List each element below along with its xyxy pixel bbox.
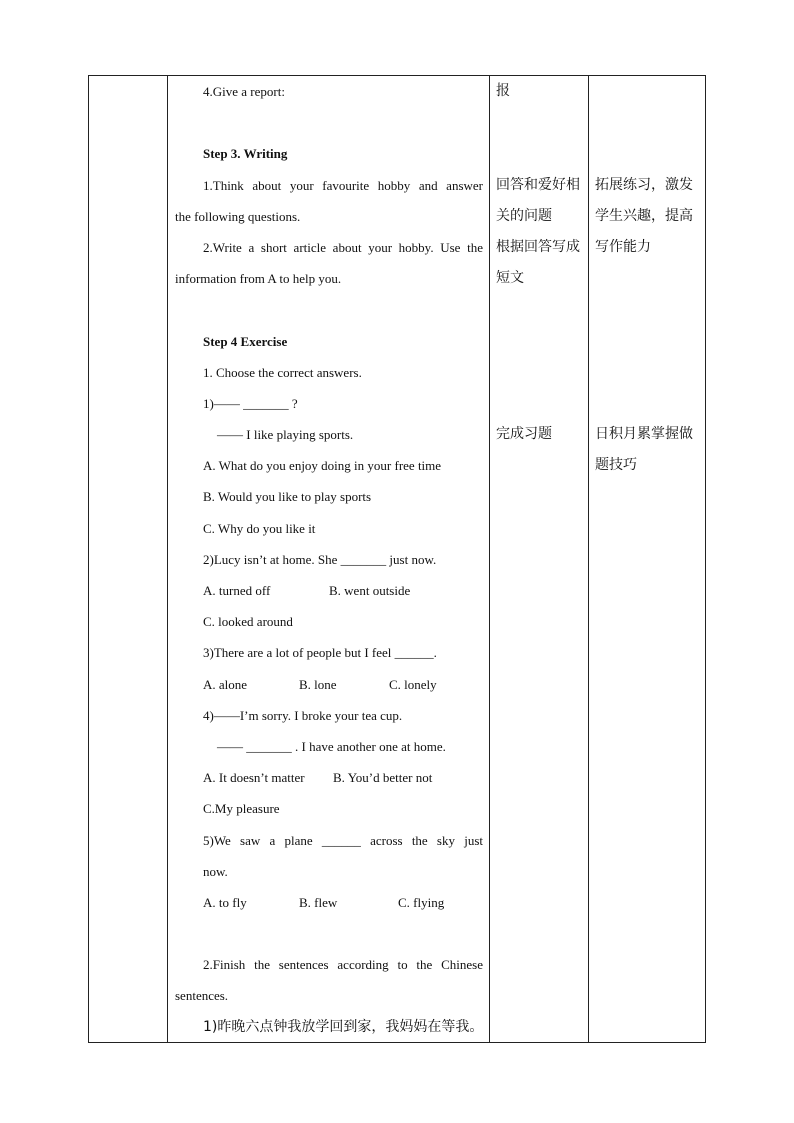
option: B. You’d better not	[333, 770, 433, 786]
text-line: 回答和爱好相	[496, 176, 580, 193]
option: A. What do you enjoy doing in your free time	[203, 458, 442, 474]
text-line: 写作能力	[595, 238, 651, 255]
option: A. turned off	[203, 583, 271, 598]
text-line: 完成习题	[496, 426, 552, 443]
text-line: the following questions.	[175, 208, 301, 224]
option: C. Why do you like it	[203, 520, 316, 536]
text-line: 2.Write a short article about your hobby. Use the	[203, 239, 483, 255]
text-line: —— _______ . I have another one at home.	[217, 738, 446, 754]
text-line: 短文	[496, 270, 524, 287]
text-line: sentences.	[175, 988, 229, 1004]
option: A. It doesn’t matter	[203, 770, 305, 786]
text-line: 根据回答写成	[496, 238, 580, 255]
text-line: —— I like playing sports.	[217, 427, 354, 443]
text-line: information from A to help you.	[175, 271, 342, 287]
text-line: 4.Give a report:	[203, 84, 285, 99]
question: 4)——I’m sorry. I broke your tea cup.	[203, 707, 403, 723]
text-line: 拓展练习，激发	[595, 176, 693, 193]
text-line: 日积月累掌握做	[595, 426, 693, 443]
option: B. lone	[299, 676, 337, 692]
text-line: 2.Finish the sentences according to the Chinese	[203, 957, 483, 973]
option: C.My pleasure	[203, 801, 280, 817]
option: A. to fly	[203, 894, 247, 910]
step-heading: Step 4 Exercise	[203, 333, 288, 349]
options-row	[175, 575, 483, 606]
text-line: 关的问题	[496, 207, 552, 224]
option: B. flew	[299, 894, 338, 910]
option: C. looked around	[203, 614, 293, 630]
design-intent-column	[589, 76, 706, 1042]
question: 1)—— _______ ?	[203, 395, 298, 411]
option: A. alone	[203, 676, 248, 692]
option: C. lonely	[389, 676, 437, 692]
option: C. flying	[398, 894, 445, 910]
teaching-procedure-column	[168, 76, 489, 1042]
text-line: 报	[496, 83, 510, 99]
option: B. went outside	[329, 583, 411, 598]
step-heading: Step 3. Writing	[203, 146, 288, 162]
question: 1)昨晚六点钟我放学回到家，我妈妈在等我。	[203, 1018, 484, 1035]
student-activity-column	[490, 76, 588, 1042]
question: 5)We saw a plane ______ across the sky just	[203, 832, 483, 848]
lesson-plan-table	[88, 75, 706, 1043]
option: B. Would you like to play sports	[203, 489, 372, 505]
options-row	[175, 887, 483, 918]
text-line: now.	[203, 863, 228, 879]
options-row	[175, 669, 483, 700]
text-line: 学生兴趣，提高	[595, 207, 693, 224]
question: 3)There are a lot of people but I feel ______.	[203, 645, 437, 661]
text-line: 1. Choose the correct answers.	[203, 364, 362, 380]
text-line: 题技巧	[595, 457, 637, 474]
text-line: 1.Think about your favourite hobby and answer	[203, 177, 483, 193]
options-row	[175, 762, 483, 793]
question: 2)Lucy isn’t at home. She _______ just now.	[203, 551, 437, 567]
